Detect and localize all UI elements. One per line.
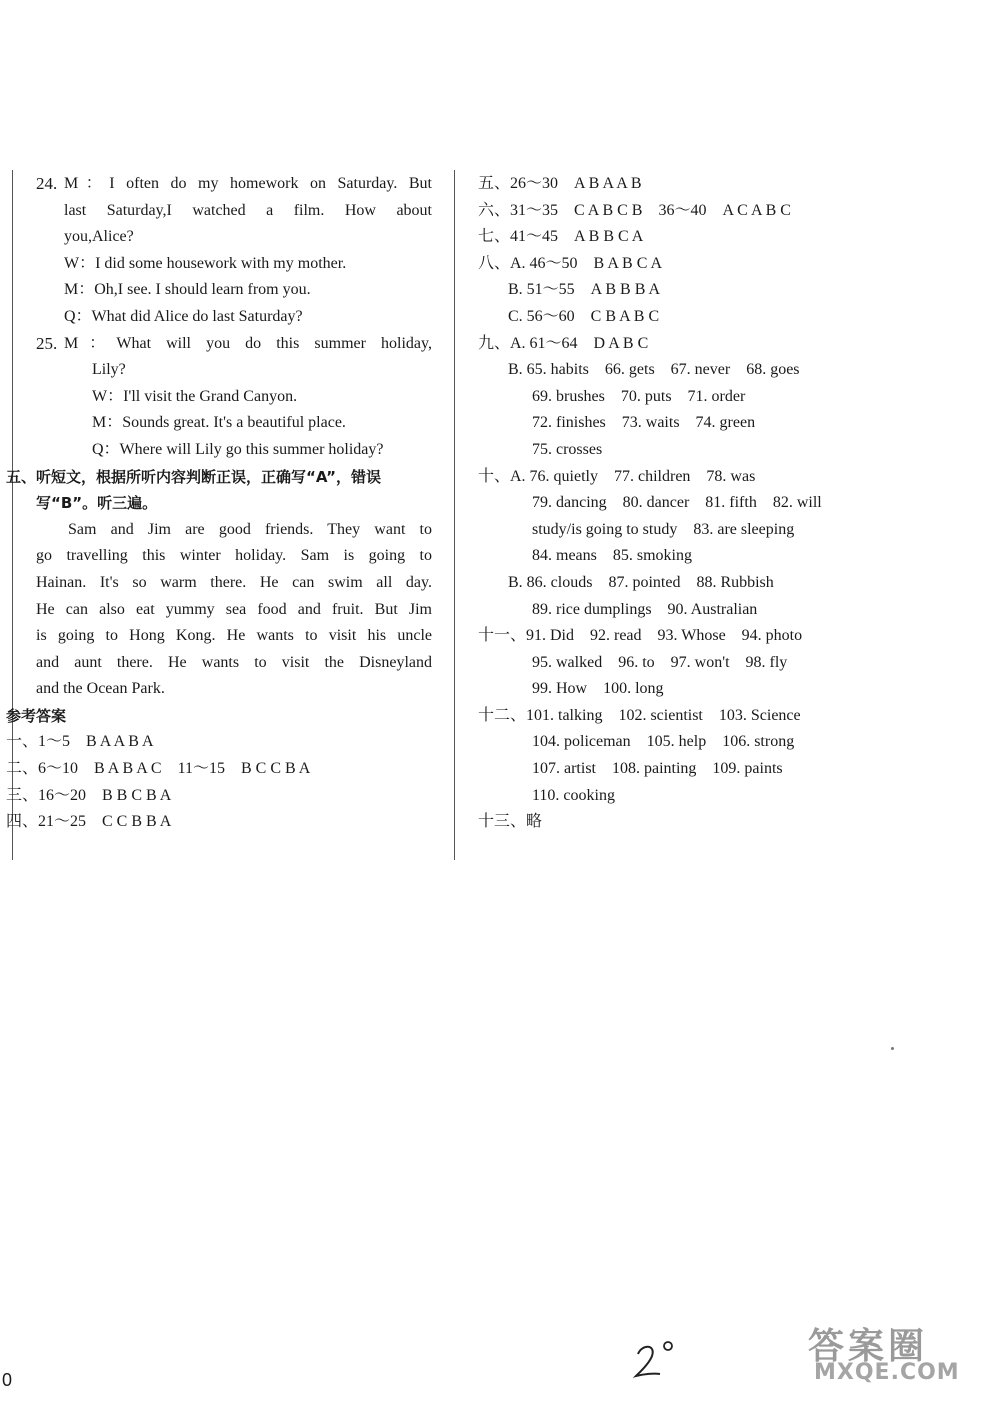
- answer-line: study/is going to study 83. are sleeping: [532, 520, 795, 538]
- answer-line: B. 86. clouds 87. pointed 88. Rubbish: [508, 573, 774, 591]
- watermark-url: MXQE.COM: [814, 1360, 960, 1385]
- answer-line: 110. cooking: [532, 786, 615, 804]
- question-number: 24.: [36, 174, 58, 193]
- answer-line: 二、6～10 B A B A C 11～15 B C C B A: [6, 760, 311, 778]
- dialogue-line: M：Sounds great. It's a beautiful place.: [92, 414, 346, 432]
- dialogue-line: W：I did some housework with my mother.: [64, 254, 347, 272]
- handwritten-mark: [632, 1336, 678, 1385]
- section-5-title-cont: 写“B”。听三遍。: [36, 494, 158, 513]
- dialogue-25: [36, 331, 432, 464]
- answer-line: 十二、101. talking 102. scientist 103. Science: [478, 706, 801, 724]
- question-number: 25.: [36, 333, 58, 353]
- passage-line: and aunt there. He wants to visit the Disneyland: [36, 653, 432, 671]
- answer-line: 十一、91. Did 92. read 93. Whose 94. photo: [478, 627, 803, 645]
- right-column: [478, 171, 878, 836]
- watermark-text: 答案圈: [808, 1326, 929, 1367]
- dialogue-line: you,Alice?: [64, 228, 134, 246]
- answer-line: 十三、略: [478, 813, 543, 831]
- answer-line: 75. crosses: [532, 440, 603, 458]
- passage-line: Sam and Jim are good friends. They want to: [68, 520, 432, 538]
- answers-list: [6, 729, 432, 835]
- answer-line: B. 65. habits 66. gets 67. never 68. goes: [508, 361, 800, 379]
- watermark-logo: [800, 1312, 992, 1396]
- answer-line: 104. policeman 105. help 106. strong: [532, 733, 795, 751]
- answer-line: 七、41～45 A B B C A: [478, 228, 644, 246]
- answer-line: 107. artist 108. painting 109. paints: [532, 760, 783, 778]
- passage-line: He can also eat yummy sea food and fruit. But Jim: [36, 600, 432, 618]
- answer-line: 89. rice dumplings 90. Australian: [532, 600, 758, 618]
- answer-line: 95. walked 96. to 97. won't 98. fly: [532, 653, 788, 671]
- answer-line: 84. means 85. smoking: [532, 547, 692, 565]
- answer-line: 69. brushes 70. puts 71. order: [532, 387, 746, 405]
- dialogue-question: Q：What did Alice do last Saturday?: [64, 307, 303, 325]
- dialogue-line: W：I'll visit the Grand Canyon.: [92, 387, 298, 405]
- answer-line: 四、21～25 C C B B A: [6, 813, 172, 831]
- answer-line: 九、A. 61～64 D A B C: [478, 334, 649, 352]
- answers-heading: 参考答案: [6, 706, 67, 725]
- answer-line: 十、A. 76. quietly 77. children 78. was: [478, 467, 756, 485]
- answer-line: 五、26～30 A B A A B: [478, 175, 642, 192]
- answer-line: 72. finishes 73. waits 74. green: [532, 414, 756, 432]
- answer-line: 一、1～5 B A A B A: [6, 733, 154, 751]
- dialogue-line: last Saturday,I watched a film. How about: [64, 201, 432, 219]
- answer-line: 79. dancing 80. dancer 81. fifth 82. will: [532, 494, 822, 512]
- page-number: 0: [2, 1370, 13, 1390]
- answer-line: 八、A. 46～50 B A B C A: [478, 254, 663, 272]
- dialogue-question: Q：Where will Lily go this summer holiday?: [92, 440, 384, 458]
- dialogue-line: M：Oh,I see. I should learn from you.: [64, 281, 311, 299]
- passage-line: and the Ocean Park.: [36, 680, 165, 698]
- answer-line: C. 56～60 C B A B C: [508, 307, 660, 325]
- passage-line: is going to Hong Kong. He wants to visit his uncle: [36, 627, 432, 645]
- answer-line: 三、16～20 B B C B A: [6, 786, 172, 804]
- dialogue-line: Lily?: [92, 361, 126, 379]
- answer-line: 六、31～35 C A B C B 36～40 A C A B C: [478, 201, 791, 219]
- section-5-title: 五、听短文，根据所听内容判断正误，正确写“A”，错误: [6, 467, 381, 486]
- left-column: [6, 171, 432, 836]
- answer-line: 99. How 100. long: [532, 680, 664, 698]
- passage-line: go travelling this winter holiday. Sam is going to: [36, 547, 432, 565]
- dialogue-line: M：I often do my homework on Saturday. But: [64, 175, 432, 192]
- answer-line: B. 51～55 A B B B A: [508, 281, 661, 299]
- dialogue-line: M：What will you do this summer holiday,: [64, 334, 432, 352]
- listening-passage: [36, 517, 432, 703]
- dialogue-24: [36, 171, 432, 331]
- column-divider: [454, 170, 455, 860]
- ink-dot: [891, 1047, 894, 1050]
- passage-line: Hainan. It's so warm there. He can swim all day.: [36, 573, 432, 591]
